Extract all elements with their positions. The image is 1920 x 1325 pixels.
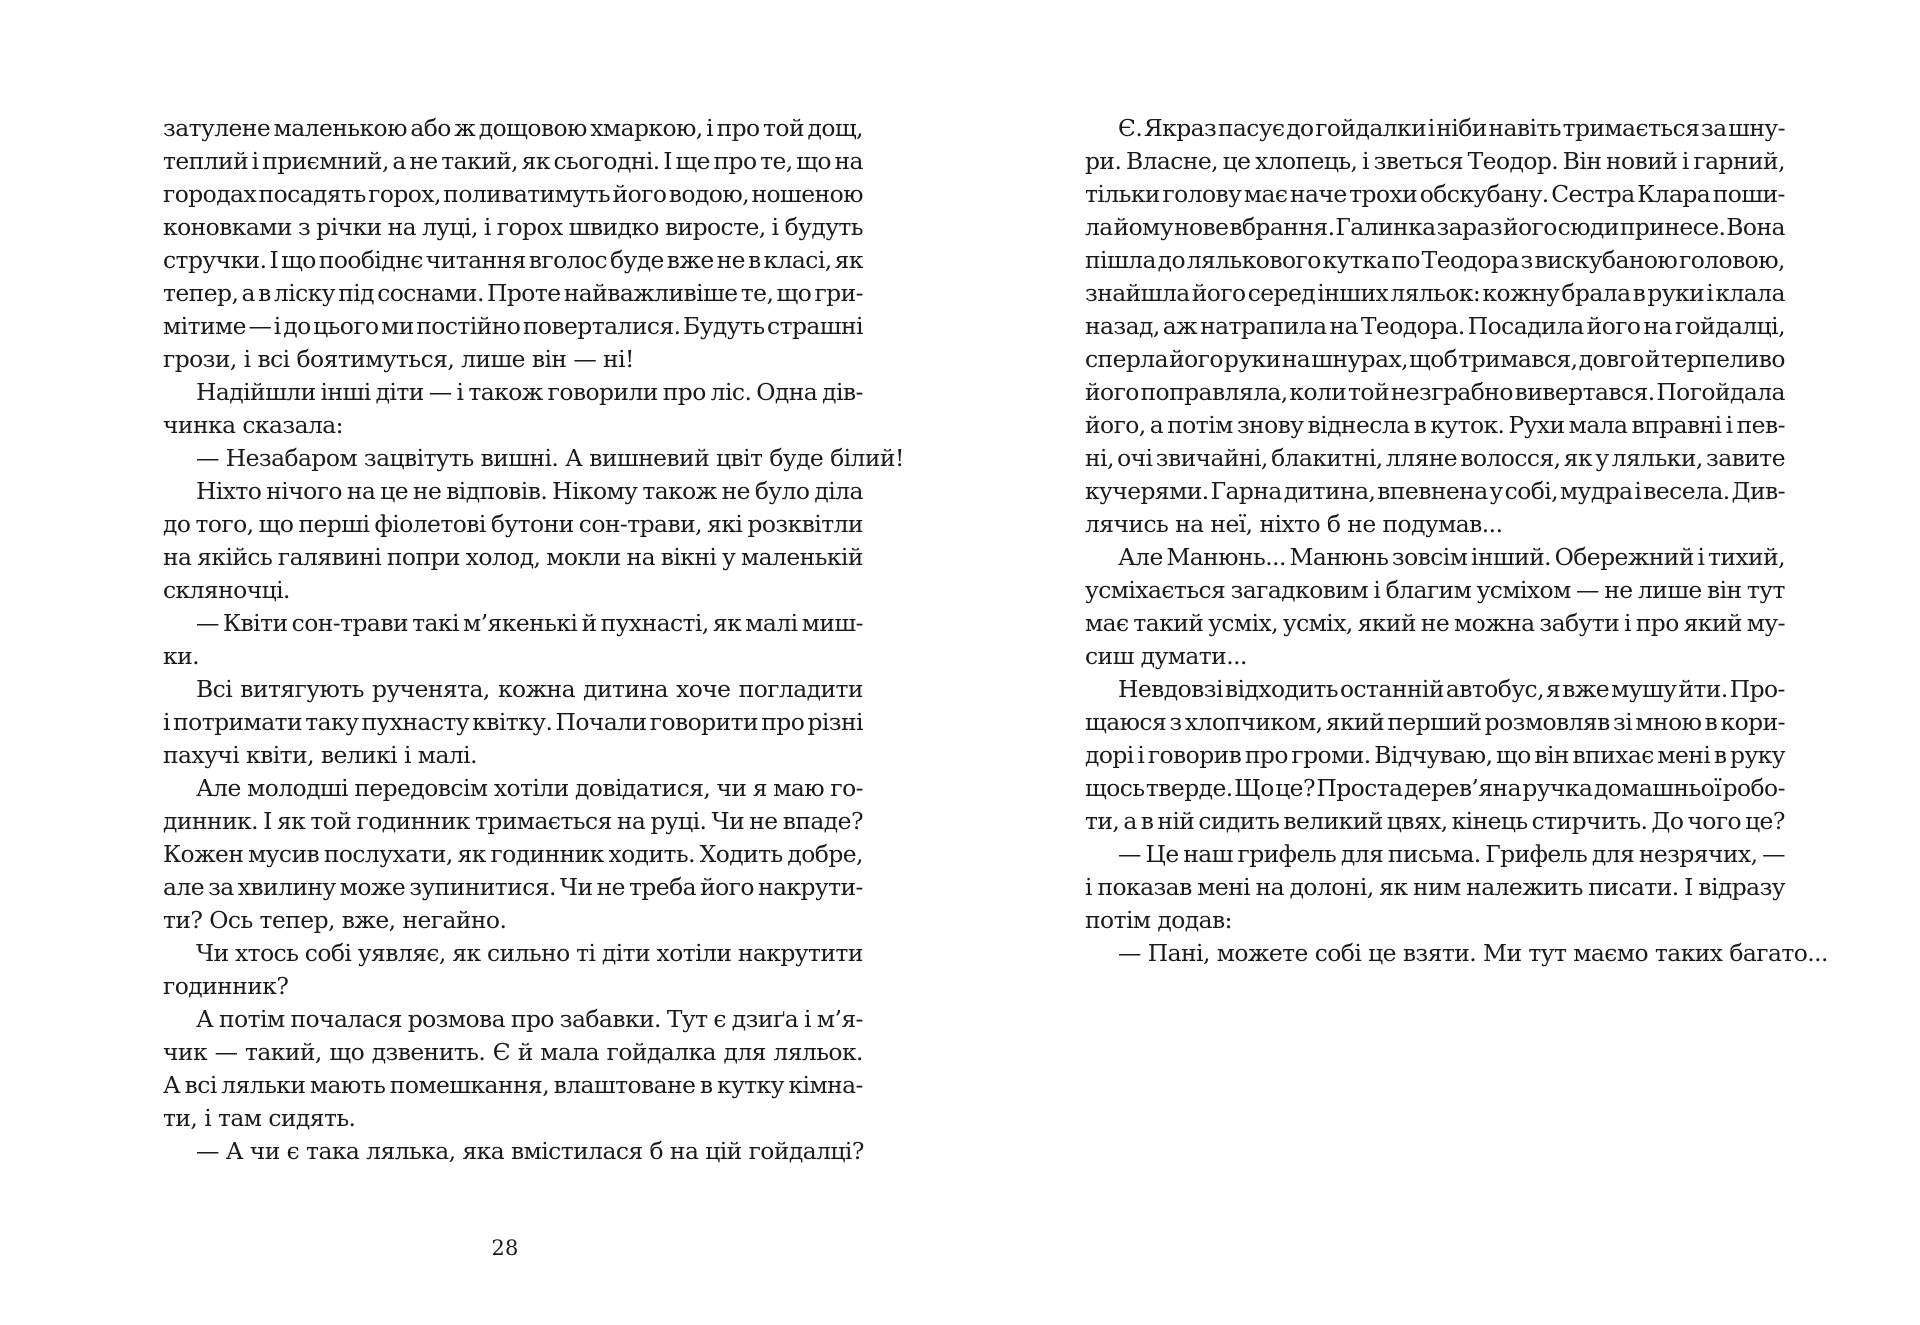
text-line: ти, і там сидять.	[163, 1104, 356, 1132]
text-line: годинник?	[163, 972, 289, 1000]
text-line: має такий усміх, усміх, який не можна забути і про який му-	[1085, 609, 1785, 637]
page-number: 28	[491, 1236, 519, 1260]
text-line: кучерями. Гарна дитина, впевнена у собі, мудра і весела. Див-	[1085, 477, 1785, 505]
text-line: теплий і приємний, а не такий, як сьогодні. І ще про те, що на	[163, 147, 863, 175]
text-line: сиш думати...	[1085, 642, 1247, 670]
text-line: динник. І як той годинник тримається на руці. Чи не впаде?	[163, 807, 863, 835]
text-line: ки.	[163, 642, 199, 670]
text-line: його поправляла, коли той незграбно вивертався. Погойдала	[1085, 378, 1785, 406]
text-line: ні, очі звичайні, блакитні, лляне волосся, як у ляльки, завите	[1085, 444, 1785, 472]
text-line: Є. Якраз пасує до гойдалки і ніби навіть тримається за шну-	[1118, 114, 1785, 142]
left-page-text	[163, 112, 904, 1168]
text-line: — Квіти сон-трави такі м’якенькі й пухнасті, як малі миш-	[196, 609, 863, 637]
text-line: ти, а в ній сидить великий цвях, кінець стирчить. До чого це?	[1085, 807, 1785, 835]
text-line: тепер, а в ліску під соснами. Проте найважливіше те, що гри-	[163, 279, 863, 307]
text-line: до того, що перші фіолетові бутони сон-трави, які розквітли	[163, 510, 863, 538]
text-line: стручки. І що пообіднє читання вголос буде вже не в класі, як	[163, 246, 863, 274]
text-line: — Це наш грифель для письма. Грифель для незрячих, —	[1118, 840, 1785, 868]
text-line: щаюся з хлопчиком, який перший розмовляв зі мною в кори-	[1085, 708, 1785, 736]
text-line: чик — такий, що дзвенить. Є й мала гойдалка для ляльок.	[163, 1038, 863, 1066]
text-line: чинка сказала:	[163, 411, 343, 439]
text-line: скляночці.	[163, 576, 290, 604]
text-line: грози, і всі боятимуться, лише він — ні!	[163, 345, 634, 373]
text-line: Всі витягують рученята, кожна дитина хоче погладити	[196, 675, 863, 703]
text-line: дорі і говорив про громи. Відчуваю, що він впихає мені в руку	[1085, 741, 1785, 769]
text-line: тільки голову має наче трохи обскубану. Сестра Клара поши-	[1085, 180, 1785, 208]
text-line: А потім почалася розмова про забавки. Тут є дзиґа і м’я-	[196, 1005, 863, 1033]
text-line: ла йому нове вбрання. Галинка зараз його сюди принесе. Вона	[1085, 213, 1785, 241]
text-line: городах посадять горох, поливатимуть його водою, ношеною	[163, 180, 863, 208]
text-line: усміхається загадковим і благим усміхом — не лише він тут	[1085, 576, 1785, 604]
text-line: потім додав:	[1085, 906, 1233, 934]
text-line: А всі ляльки мають помешкання, влаштоване в кутку кімна-	[163, 1071, 863, 1099]
text-line: Чи хтось собі уявляє, як сильно ті діти хотіли накрутити	[196, 939, 863, 967]
text-line: його, а потім знову віднесла в куток. Рухи мала вправні і пев-	[1085, 411, 1785, 439]
text-line: сперла його руки на шнурах, щоб тримався, довго й терпеливо	[1085, 345, 1785, 373]
text-line: Але Манюнь... Манюнь зовсім інший. Обережний і тихий,	[1118, 543, 1785, 571]
text-line: назад, аж натрапила на Теодора. Посадила його на гойдалці,	[1085, 312, 1785, 340]
text-line: пішла до лялькового кутка по Теодора з вискубаною головою,	[1085, 246, 1785, 274]
text-line: Ніхто нічого на це не відповів. Нікому також не було діла	[196, 477, 863, 505]
text-line: мітиме — і до цього ми постійно поверталися. Будуть страшні	[163, 312, 863, 340]
text-line: затулене маленькою або ж дощовою хмаркою, і про той дощ,	[163, 114, 863, 142]
text-line: ри. Власне, це хлопець, і зветься Теодор. Він новий і гарний,	[1085, 147, 1785, 175]
text-line: на якійсь галявині попри холод, мокли на вікні у маленькій	[163, 543, 863, 571]
right-page-text	[1085, 112, 1828, 970]
text-line: Невдовзі відходить останній автобус, я вже мушу йти. Про-	[1118, 675, 1785, 703]
text-line: Надійшли інші діти — і також говорили про ліс. Одна дів-	[196, 378, 863, 406]
text-line: Але молодші передовсім хотіли довідатися, чи я маю го-	[196, 774, 863, 802]
text-line: знайшла його серед інших ляльок: кожну брала в руки і клала	[1085, 279, 1785, 307]
text-line: коновками з річки на луці, і горох швидко виросте, і будуть	[163, 213, 863, 241]
text-line: щось тверде. Що це? Проста дерев’яна ручка домашньої робо-	[1085, 774, 1785, 802]
text-line: Кожен мусив послухати, як годинник ходить. Ходить добре,	[163, 840, 863, 868]
text-line: і потримати таку пухнасту квітку. Почали говорити про різні	[163, 708, 863, 736]
text-line: — Пані, можете собі це взяти. Ми тут маємо таких багато...	[1118, 939, 1828, 967]
text-line: — А чи є така лялька, яка вмістилася б на цій гойдалці?	[196, 1137, 864, 1165]
text-line: і показав мені на долоні, як ним належить писати. І відразу	[1085, 873, 1785, 901]
text-line: — Незабаром зацвітуть вишні. А вишневий цвіт буде білий!	[196, 444, 904, 472]
text-line: ти? Ось тепер, вже, негайно.	[163, 906, 507, 934]
text-line: лячись на неї, ніхто б не подумав...	[1085, 510, 1503, 538]
text-line: але за хвилину може зупинитися. Чи не треба його накрути-	[163, 873, 863, 901]
text-line: пахучі квіти, великі і малі.	[163, 741, 477, 769]
